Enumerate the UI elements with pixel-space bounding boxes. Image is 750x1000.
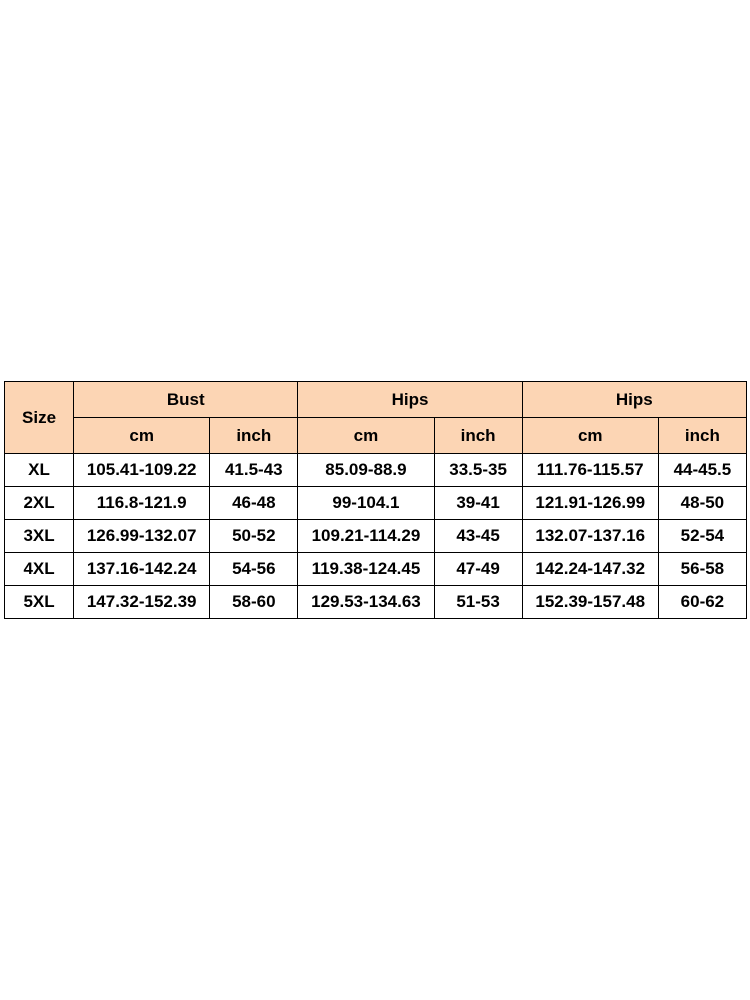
table-cell: 99-104.1 [298,487,434,520]
table-row [5,520,747,553]
table-cell: 116.8-121.9 [74,487,210,520]
table-cell: 43-45 [434,520,522,553]
size-chart-table [4,381,747,619]
table-cell: 58-60 [210,586,298,619]
table-cell: 111.76-115.57 [522,454,658,487]
size-header: Size [5,382,74,454]
table-cell: 33.5-35 [434,454,522,487]
table-cell: 129.53-134.63 [298,586,434,619]
table-cell: 105.41-109.22 [74,454,210,487]
unit-header-cm: cm [74,418,210,454]
table-cell: 152.39-157.48 [522,586,658,619]
table-cell: 142.24-147.32 [522,553,658,586]
table-cell: 126.99-132.07 [74,520,210,553]
unit-header-cm: cm [298,418,434,454]
table-cell: 54-56 [210,553,298,586]
table-cell: 137.16-142.24 [74,553,210,586]
header-row-groups [5,382,747,418]
table-cell: 52-54 [658,520,746,553]
size-cell: 2XL [5,487,74,520]
table-row [5,586,747,619]
table-row [5,487,747,520]
unit-header-cm: cm [522,418,658,454]
table-cell: 51-53 [434,586,522,619]
table-cell: 147.32-152.39 [74,586,210,619]
table-cell: 60-62 [658,586,746,619]
table-cell: 44-45.5 [658,454,746,487]
table-cell: 85.09-88.9 [298,454,434,487]
table-cell: 47-49 [434,553,522,586]
header-row-units [5,418,747,454]
table-cell: 56-58 [658,553,746,586]
unit-header-inch: inch [210,418,298,454]
table-row [5,454,747,487]
table-cell: 48-50 [658,487,746,520]
unit-header-inch: inch [434,418,522,454]
table-cell: 109.21-114.29 [298,520,434,553]
table-cell: 41.5-43 [210,454,298,487]
size-cell: 5XL [5,586,74,619]
table-row [5,553,747,586]
table-cell: 50-52 [210,520,298,553]
unit-header-inch: inch [658,418,746,454]
size-cell: XL [5,454,74,487]
table-cell: 121.91-126.99 [522,487,658,520]
table-cell: 132.07-137.16 [522,520,658,553]
group-header-hips: Hips [298,382,522,418]
group-header-bust: Bust [74,382,298,418]
size-cell: 4XL [5,553,74,586]
group-header-hips-second: Hips [522,382,746,418]
table-cell: 46-48 [210,487,298,520]
table-cell: 119.38-124.45 [298,553,434,586]
table-cell: 39-41 [434,487,522,520]
size-cell: 3XL [5,520,74,553]
